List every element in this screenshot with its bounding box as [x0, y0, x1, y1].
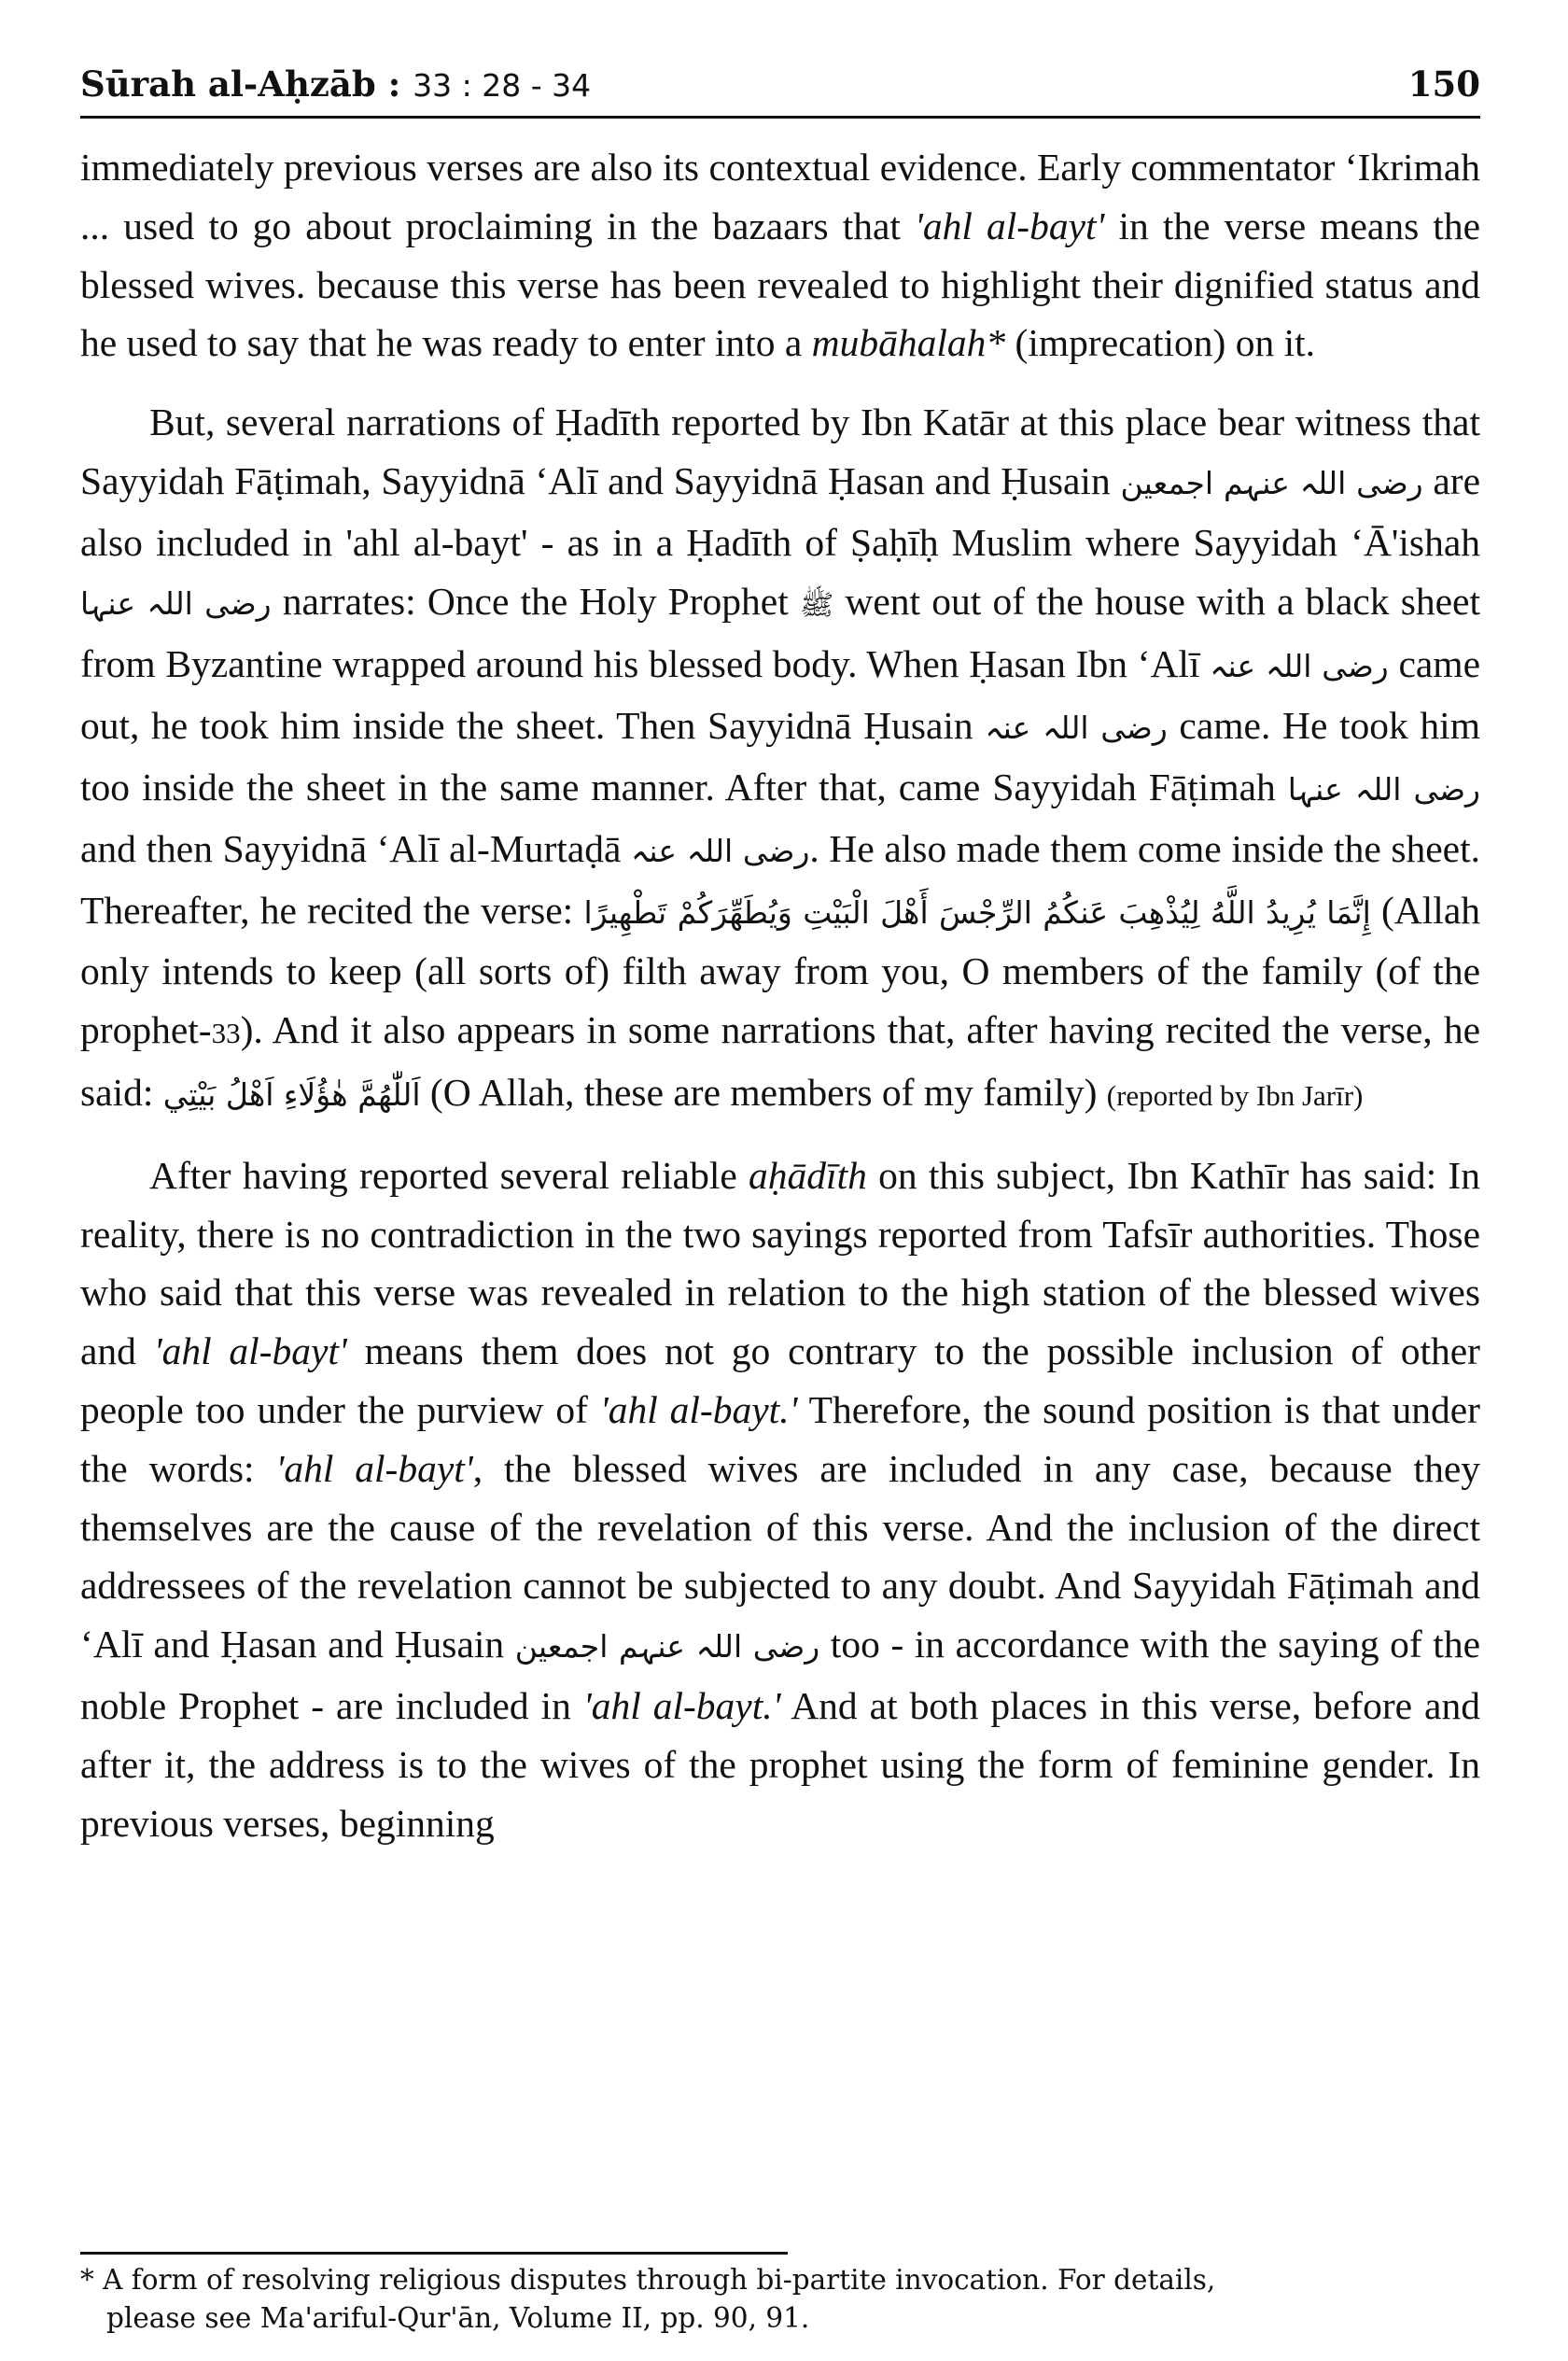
text-run: on this subject, Ibn Kathīr has said: In reality, there is no contradiction in the two sayings reported from Tafsīr authorities. Those who said that this verse was revealed in relation to the high station of the blessed wives and [80, 1153, 1480, 1373]
text-run: in the verse means the blessed wives. because this verse has been revealed to highlight their dignified status and he used to say that he was ready to enter into a [80, 204, 1481, 365]
body-text [80, 138, 1480, 1852]
verse-number: 33 [211, 1017, 241, 1050]
text-run: means them does not go contrary to the possible inclusion of other people too under the purview of [80, 1329, 1480, 1431]
text-run: are also included in 'ahl al-bayt' - as in a Ḥadīth of Ṣaḥīḥ Muslim where Sayyidah ‘Ā'ishah [80, 458, 1481, 564]
header-title [80, 63, 591, 105]
italic-term: 'ahl al-bayt' [153, 1329, 347, 1373]
text-run: too - in accordance with the saying of the noble Prophet - are included in [80, 1623, 1480, 1727]
text-run: (O Allah, these are members of my family) [420, 1070, 1107, 1114]
footnote-line-2: please see Ma'ariful-Qur'ān, Volume II, pp. 90, 91. [106, 2302, 810, 2334]
italic-term: 'ahl al-bayt.' [582, 1683, 781, 1727]
arabic-honorific: رضی اللہ عنہم اجمعین [514, 1628, 820, 1665]
text-run: came out, he took him inside the sheet. Then Sayyidnā Ḥusain [80, 642, 1480, 748]
paragraph-1 [80, 138, 1480, 372]
arabic-honorific: رضی اللہ عنہا [80, 584, 272, 622]
running-header [80, 54, 1480, 119]
arabic-honorific: رضی اللہ عنہ [631, 832, 810, 869]
text-run: . He also made them come inside the sheet. Thereafter, he recited the verse: [80, 826, 1480, 932]
citation: (reported by Ibn Jarīr) [1106, 1078, 1364, 1112]
page-number: 150 [1407, 63, 1480, 105]
italic-term: 'ahl al-bayt' [275, 1446, 473, 1490]
verse-reference: 33 : 28 - 34 [413, 67, 592, 104]
text-run: (imprecation) on it. [1005, 321, 1316, 365]
footnote [80, 2261, 1480, 2338]
text-run: went out of the house with a black sheet from Byzantine wrapped around his blessed body. When Ḥasan Ibn ‘Alī [80, 579, 1480, 686]
paragraph-2 [80, 393, 1480, 1126]
paragraph-3 [80, 1146, 1480, 1853]
text-run: came. He took him too inside the sheet in the same manner. After that, came Sayyidah Fāṭimah [80, 704, 1480, 808]
text-run: immediately previous verses are also its contextual evidence. Early commentator ‘Ikrimah ... used to go about proclaiming in the bazaars that [80, 146, 1480, 247]
text-run: And at both places in this verse, before and after it, the address is to the wives of the prophet using the form of feminine gender. In previous verses, beginning [80, 1683, 1480, 1845]
arabic-honorific: رضی اللہ عنہ [985, 710, 1168, 747]
arabic-honorific: رضی اللہ عنہ [1210, 648, 1389, 685]
text-run: But, several narrations of Ḥadīth reported by Ibn Katār at this place bear witness that Sayyidah Fāṭimah, Sayyidnā ‘Alī and Sayyidnā Ḥasan and Ḥusain [80, 401, 1480, 502]
text-run: ). And it also appears in some narrations that, after having recited the verse, he said: [80, 1008, 1480, 1114]
footnote-line-1: * A form of resolving religious disputes through bi-partite invocation. For details, [80, 2264, 1216, 2296]
prophet-honorific-glyph: ﷺ [799, 588, 834, 622]
italic-term: mubāhalah* [811, 321, 1006, 365]
arabic-honorific: رضی اللہ عنہا [1287, 770, 1480, 808]
text-run: and then Sayyidnā ‘Alī al-Murtaḍā [80, 826, 632, 870]
italic-term: aḥādīth [749, 1153, 867, 1197]
italic-term: 'ahl al-bayt' [915, 204, 1105, 247]
text-run: Therefore, the sound position is that under the words: [80, 1387, 1480, 1490]
arabic-supplication: اَللّٰهُمَّ هٰؤُلَاءِ اَهْلُ بَيْتِي [162, 1075, 421, 1113]
arabic-verse: إِنَّمَا يُرِيدُ اللَّهُ لِيُذْهِبَ عَنكُمُ الرِّجْسَ أَهْلَ الْبَيْتِ وَيُطَهِّرَكُمْ تَطْهِيرًا [583, 893, 1371, 931]
text-run: , the blessed wives are included in any case, because they themselves are the cause of the revelation of this verse. And the inclusion of the direct addressees of the revelation cannot be subjected to any doubt. And Sayyidah Fāṭimah and ‘Alī and Ḥasan and Ḥusain [80, 1446, 1481, 1666]
text-run: narrates: Once the Holy Prophet [271, 579, 800, 623]
italic-term: 'ahl al-bayt.' [599, 1387, 798, 1431]
text-run: (Allah only intends to keep (all sorts of) filth away from you, O members of the family (of the prophet- [80, 888, 1480, 1052]
footnote-divider [80, 2252, 788, 2255]
text-run: After having reported several reliable [149, 1153, 749, 1197]
arabic-honorific: رضی اللہ عنہم اجمعین [1120, 464, 1423, 501]
surah-name: Sūrah al-Aḥzāb : [80, 63, 401, 105]
